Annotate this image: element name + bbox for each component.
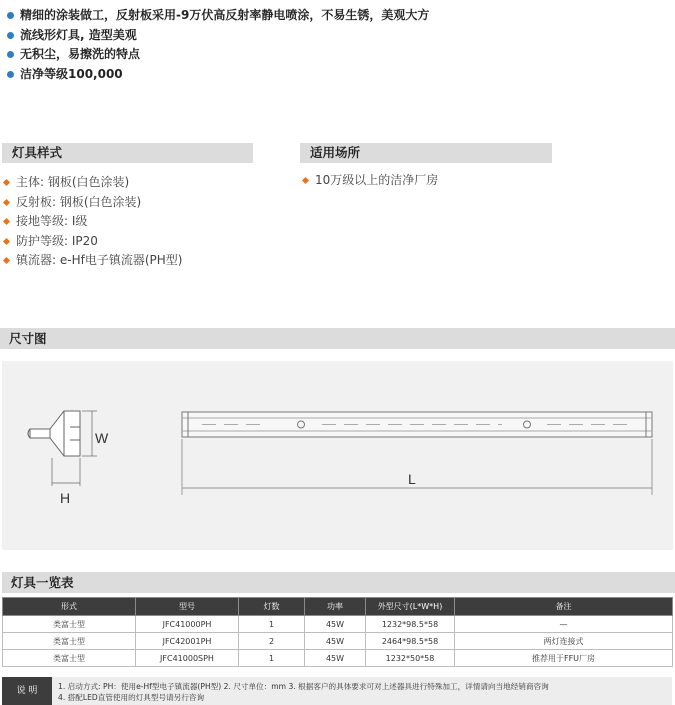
dim-length-label: L — [408, 471, 416, 487]
dimension-drawing — [2, 361, 673, 550]
usage-section-title: 适用场所 — [300, 143, 552, 163]
style-item-protection: 防护等级: IP20 — [2, 232, 182, 252]
cell-remarks: — — [455, 616, 673, 633]
style-item-grounding: 接地等级: I级 — [2, 212, 182, 232]
notes-box — [2, 677, 672, 705]
cell-dimensions: 1232*98.5*58 — [366, 616, 455, 633]
col-type: 形式 — [3, 598, 136, 616]
style-section-title: 灯具样式 — [2, 143, 253, 163]
cell-remarks: 两灯连接式 — [455, 633, 673, 650]
cell-lamp-count: 2 — [239, 633, 305, 650]
cell-lamp-count: 1 — [239, 650, 305, 667]
style-item-reflector: 反射板: 钢板(白色涂装) — [2, 193, 182, 213]
dimension-section-title: 尺寸图 — [0, 328, 675, 349]
usage-item: 10万级以上的洁净厂房 — [301, 171, 438, 191]
fixture-side-view — [182, 412, 652, 495]
cell-model: JFC42001PH — [136, 633, 239, 650]
feature-item: 流线形灯具, 造型美观 — [6, 26, 429, 46]
table-row — [3, 633, 673, 650]
feature-list — [6, 6, 429, 84]
cross-section-icon — [28, 411, 97, 486]
table-row — [3, 650, 673, 667]
feature-item: 精细的涂装做工，反射板采用-9万伏高反射率静电喷涂，不易生锈，美观大方 — [6, 6, 429, 26]
col-power: 功率 — [305, 598, 366, 616]
notes-label: 说 明 — [2, 677, 52, 705]
cell-type: 类富士型 — [3, 616, 136, 633]
cell-model: JFC41000SPH — [136, 650, 239, 667]
lamp-table — [2, 597, 673, 667]
cell-remarks: 推荐用于FFU厂房 — [455, 650, 673, 667]
cell-type: 类富士型 — [3, 633, 136, 650]
style-list — [2, 173, 182, 271]
cell-power: 45W — [305, 616, 366, 633]
table-row — [3, 616, 673, 633]
style-item-ballast: 镇流器: e-Hf电子镇流器(PH型) — [2, 251, 182, 271]
cell-power: 45W — [305, 650, 366, 667]
table-header-row — [3, 598, 673, 616]
cell-lamp-count: 1 — [239, 616, 305, 633]
lamp-list-title: 灯具一览表 — [2, 572, 675, 593]
cell-dimensions: 1232*50*58 — [366, 650, 455, 667]
dim-height-label: H — [60, 490, 71, 506]
cell-dimensions: 2464*98.5*58 — [366, 633, 455, 650]
feature-item: 无积尘，易擦洗的特点 — [6, 45, 429, 65]
col-dimensions: 外型尺寸(L*W*H) — [366, 598, 455, 616]
dim-width-label: W — [95, 430, 109, 446]
cell-model: JFC41000PH — [136, 616, 239, 633]
notes-line-2: 4. 搭配LED直管使用的灯具型号请另行咨询 — [58, 693, 205, 702]
col-remarks: 备注 — [455, 598, 673, 616]
cell-power: 45W — [305, 633, 366, 650]
feature-item: 洁净等级100,000 — [6, 65, 429, 85]
notes-line-1: 1. 启动方式: PH：使用e-Hf型电子镇流器(PH型) 2. 尺寸单位：mm 3. 根据客户的具体要求可对上述器具进行特殊加工，详情请向当地经销商咨询 — [58, 682, 549, 691]
col-model: 型号 — [136, 598, 239, 616]
col-lamp-count: 灯数 — [239, 598, 305, 616]
usage-list — [301, 171, 438, 191]
cell-type: 类富士型 — [3, 650, 136, 667]
style-item-body: 主体: 钢板(白色涂装) — [2, 173, 182, 193]
